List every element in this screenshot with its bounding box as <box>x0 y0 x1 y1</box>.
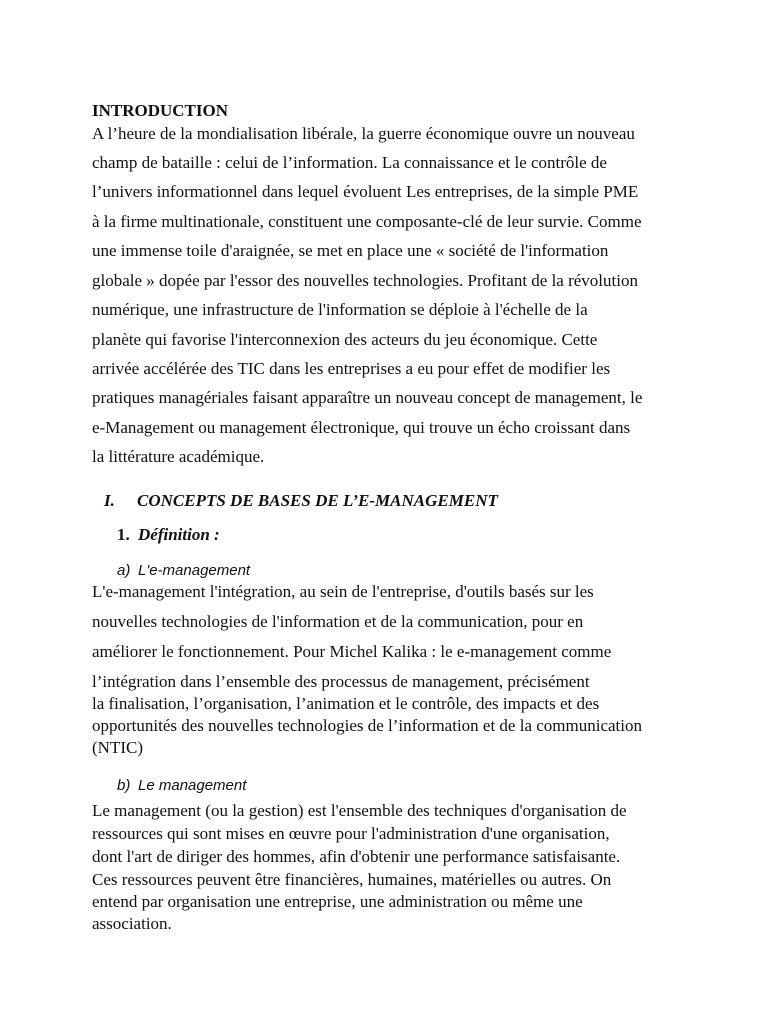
intro-line: la littérature académique. <box>92 447 265 466</box>
subsection-number: 1. <box>117 525 130 544</box>
item-b-line: Ces ressources peuvent être financières, humaines, matérielles ou autres. On <box>92 870 612 889</box>
item-a-line: L'e-management l'intégration, au sein de l'entreprise, d'outils basés sur les <box>92 582 594 601</box>
intro-line: champ de bataille : celui de l’information. La connaissance et le contrôle de <box>92 153 607 172</box>
intro-line: e-Management ou management électronique, qui trouve un écho croissant dans <box>92 418 631 437</box>
intro-line: l’univers informationnel dans lequel évoluent Les entreprises, de la simple PME <box>92 182 639 201</box>
item-a-line: opportunités des nouvelles technologies de l’information et de la communication <box>92 716 643 735</box>
section-numeral: I. <box>104 491 115 510</box>
intro-line: numérique, une infrastructure de l'information se déploie à l'échelle de la <box>92 300 588 319</box>
item-b-title: Le management <box>138 777 247 794</box>
item-a-line: l’intégration dans l’ensemble des processus de management, précisément <box>92 672 590 691</box>
item-b-label: b) <box>117 777 131 794</box>
item-a-line: (NTIC) <box>92 738 143 757</box>
intro-line: pratiques managériales faisant apparaître un nouveau concept de management, le <box>92 388 643 407</box>
subsection-title: Définition : <box>138 525 220 544</box>
intro-line: à la firme multinationale, constituent une composante-clé de leur survie. Comme <box>92 212 642 231</box>
intro-line: globale » dopée par l'essor des nouvelles technologies. Profitant de la révolution <box>92 271 638 290</box>
item-b-line: entend par organisation une entreprise, une administration ou même une <box>92 892 583 911</box>
intro-line: arrivée accélérée des TIC dans les entreprises a eu pour effet de modifier les <box>92 359 611 378</box>
item-b-line: ressources qui sont mises en œuvre pour l'administration d'une organisation, <box>92 824 610 843</box>
item-a-title: L'e-management <box>138 562 251 579</box>
item-b-line: dont l'art de diriger des hommes, afin d'obtenir une performance satisfaisante. <box>92 847 621 866</box>
item-a-line: améliorer le fonctionnement. Pour Michel Kalika : le e-management comme <box>92 642 612 661</box>
item-a-line: la finalisation, l’organisation, l’animation et le contrôle, des impacts et des <box>92 694 600 713</box>
intro-line: une immense toile d'araignée, se met en place une « société de l'information <box>92 241 609 260</box>
item-a-label: a) <box>117 562 131 579</box>
item-b-line: Le management (ou la gestion) est l'ensemble des techniques d'organisation de <box>92 801 627 820</box>
item-b-line: association. <box>92 914 172 933</box>
intro-line: planète qui favorise l'interconnexion des acteurs du jeu économique. Cette <box>92 330 598 349</box>
item-a-line: nouvelles technologies de l'information et de la communication, pour en <box>92 612 584 631</box>
intro-heading: INTRODUCTION <box>92 101 229 120</box>
intro-line: A l’heure de la mondialisation libérale, la guerre économique ouvre un nouveau <box>92 124 635 143</box>
section-title: CONCEPTS DE BASES DE L’E-MANAGEMENT <box>137 491 498 510</box>
